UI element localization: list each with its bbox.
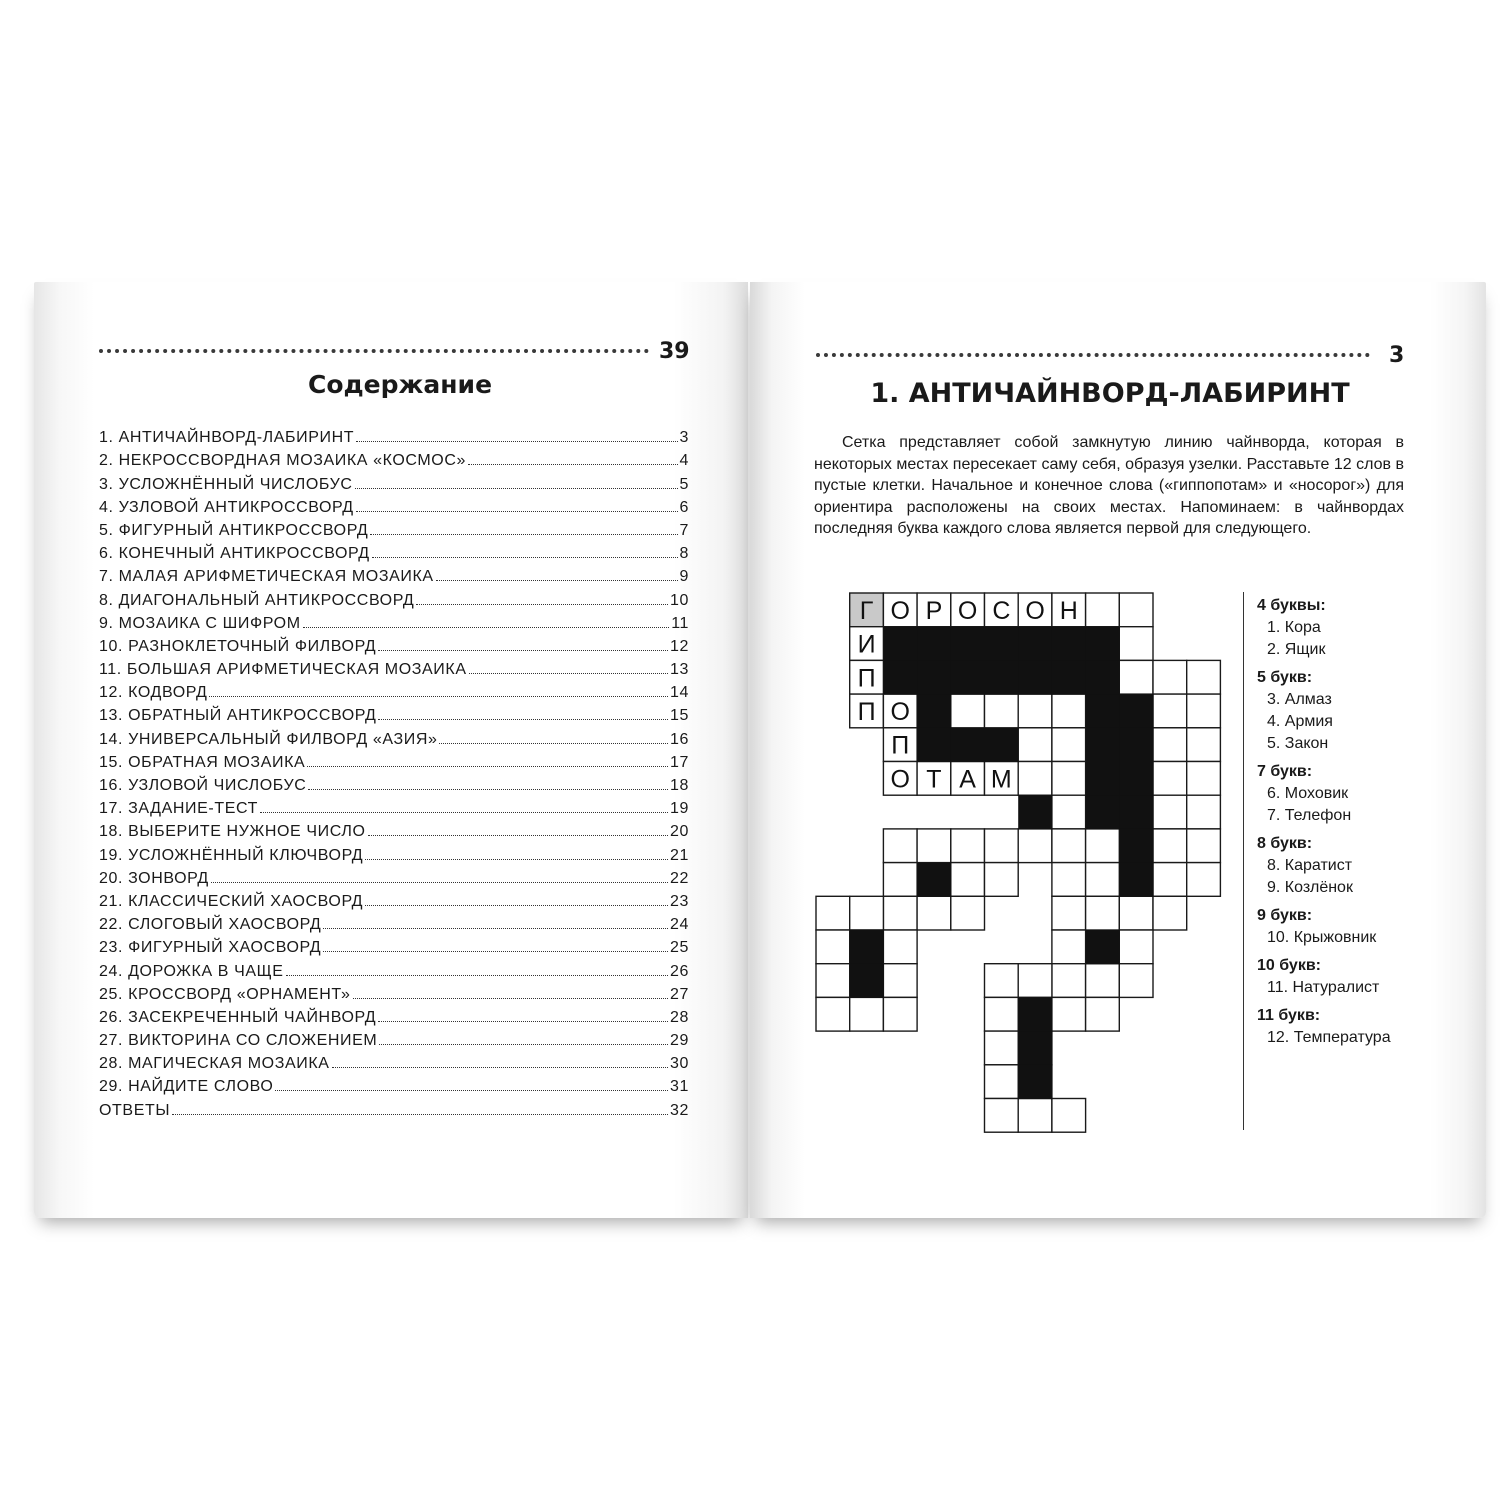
grid-cell [1018,762,1052,796]
grid-cell [1187,795,1221,829]
grid-cell [1153,829,1187,863]
grid-black-cell [1119,863,1153,897]
toc-label: 9. МОЗАИКА С ШИФРОМ [99,614,301,632]
grid-cell [1086,863,1120,897]
word-item: 5. Закон [1267,735,1329,752]
grid-black-cell [951,660,985,694]
grid-cell [1052,896,1086,930]
grid-letter: П [857,697,876,726]
grid-cell [1052,728,1086,762]
toc-page-number: 15 [670,707,689,725]
toc-label: 24. ДОРОЖКА В ЧАЩЕ [99,962,284,980]
grid-cell [985,1031,1019,1065]
word-group [1257,595,1457,661]
grid-black-cell [951,627,985,661]
grid-black-cell [985,627,1019,661]
word-group [1257,667,1457,755]
grid-black-cell [1086,795,1120,829]
grid-cell [883,829,917,863]
grid-cell [1018,728,1052,762]
puzzle-title: 1. АНТИЧАЙНВОРД-ЛАБИРИНТ [870,378,1350,409]
grid-cell [985,997,1019,1031]
grid-cell [951,694,985,728]
toc-label: 18. ВЫБЕРИТЕ НУЖНОЕ ЧИСЛО [99,823,366,841]
toc-page-number: 16 [670,730,689,748]
grid-black-cell [883,660,917,694]
grid-cell [1187,829,1221,863]
toc-page-number: 5 [679,475,689,493]
grid-cell [1052,1099,1086,1133]
grid-cell [1086,896,1120,930]
grid-cell [850,896,884,930]
grid-cell [816,997,850,1031]
grid-letter: И [857,630,876,659]
grid-cell [883,997,917,1031]
grid-black-cell [1052,627,1086,661]
grid-cell [985,829,1019,863]
grid-cell [1119,627,1153,661]
toc-label: 5. ФИГУРНЫЙ АНТИКРОССВОРД [99,521,369,539]
grid-black-cell [917,660,951,694]
toc-label: 21. КЛАССИЧЕСКИЙ ХАОСВОРД [99,892,364,910]
toc-label: 26. ЗАСЕКРЕЧЕННЫЙ ЧАЙНВОРД [99,1008,377,1026]
toc-page-number: 7 [679,521,689,539]
word-item: 10. Крыжовник [1267,929,1377,946]
grid-letter: О [1025,596,1045,625]
grid-black-cell [1086,694,1120,728]
word-group-heading: 5 букв: [1257,669,1313,686]
grid-cell [1052,829,1086,863]
grid-letter: О [890,697,910,726]
word-group [1257,905,1457,949]
grid-cell [1119,896,1153,930]
word-list-divider [1243,592,1244,1130]
toc-label: 1. АНТИЧАЙНВОРД-ЛАБИРИНТ [99,429,355,447]
word-group [1257,761,1457,827]
grid-cell [1187,660,1221,694]
grid-cell [1086,593,1120,627]
toc-label: 6. КОНЕЧНЫЙ АНТИКРОССВОРД [99,545,370,563]
word-group-heading: 4 буквы: [1257,597,1326,614]
word-item: 2. Ящик [1267,641,1326,658]
grid-cell [1119,964,1153,998]
grid-letter: П [857,664,876,693]
grid-black-cell [917,728,951,762]
toc-page-number: 31 [670,1078,689,1096]
grid-cell [951,863,985,897]
word-item: 3. Алмаз [1267,691,1332,708]
grid-black-cell [1086,728,1120,762]
grid-letter: П [891,731,910,760]
grid-black-cell [1018,1031,1052,1065]
toc-label: 28. МАГИЧЕСКАЯ МОЗАИКА [99,1055,330,1073]
grid-black-cell [850,964,884,998]
toc-label: 8. ДИАГОНАЛЬНЫЙ АНТИКРОССВОРД [99,591,415,609]
word-group-heading: 8 букв: [1257,835,1313,852]
toc-page-number: 22 [670,869,689,887]
toc-label: 2. НЕКРОССВОРДНАЯ МОЗАИКА «КОСМОС» [99,452,466,470]
grid-letter: А [959,765,976,794]
grid-black-cell [1052,660,1086,694]
toc-label: 3. УСЛОЖНЁННЫЙ ЧИСЛОБУС [99,475,353,493]
toc-label: 14. УНИВЕРСАЛЬНЫЙ ФИЛВОРД «АЗИЯ» [99,730,438,748]
toc-label: 11. БОЛЬШАЯ АРИФМЕТИЧЕСКАЯ МОЗАИКА [99,661,467,679]
grid-cell [1018,1099,1052,1133]
grid-cell [883,863,917,897]
grid-letter: О [957,596,978,625]
toc-page-number: 11 [671,614,689,632]
toc-label: 16. УЗЛОВОЙ ЧИСЛОБУС [99,777,307,794]
toc-page-number: 25 [670,939,689,957]
grid-cell [985,694,1019,728]
grid-cell [1187,863,1221,897]
grid-black-cell [883,627,917,661]
grid-cell [1119,660,1153,694]
toc-page-number: 32 [670,1101,689,1119]
grid-cell [1052,930,1086,964]
toc-page-number: 10 [670,591,689,609]
grid-cell [951,829,985,863]
grid-cell [1187,694,1221,728]
grid-black-cell [1119,694,1153,728]
grid-cell [1018,694,1052,728]
grid-black-cell [1086,627,1120,661]
grid-black-cell [951,728,985,762]
toc-page-number: 26 [670,962,689,980]
toc-page-number: 14 [670,684,689,702]
word-group [1257,833,1457,899]
grid-letter: О [890,596,910,625]
word-item: 9. Козлёнок [1267,879,1353,896]
grid-cell [1018,964,1052,998]
grid-cell [1052,694,1086,728]
grid-cell [1052,964,1086,998]
toc-page-number: 17 [670,753,689,771]
word-item: 7. Телефон [1267,807,1352,824]
toc-page-number: 13 [670,661,689,679]
grid-cell [1086,964,1120,998]
toc-label: 12. КОДВОРД [99,684,208,702]
toc-page-number: 20 [670,823,689,841]
toc-page-number: 29 [670,1032,689,1050]
grid-cell [985,1065,1019,1099]
grid-cell [1187,728,1221,762]
grid-cell [816,896,850,930]
toc-label: 19. УСЛОЖНЁННЫЙ КЛЮЧВОРД [99,846,364,864]
toc-label: 27. ВИКТОРИНА СО СЛОЖЕНИЕМ [99,1032,378,1050]
grid-letter: С [992,596,1011,625]
toc-label: 7. МАЛАЯ АРИФМЕТИЧЕСКАЯ МОЗАИКА [99,568,434,586]
toc-page-number: 3 [679,429,689,447]
toc-label: 15. ОБРАТНАЯ МОЗАИКА [99,753,306,771]
toc-page-number: 27 [670,985,689,1003]
word-group [1257,955,1457,999]
grid-cell [1018,829,1052,863]
grid-black-cell [1086,762,1120,796]
grid-cell [1187,762,1221,796]
toc-title: Содержание [307,370,493,399]
grid-cell [985,964,1019,998]
grid-letter: М [990,765,1012,794]
right-page-number: 3 [1389,343,1405,368]
toc-page-number: 28 [670,1008,689,1026]
grid-black-cell [1086,660,1120,694]
grid-cell [1153,728,1187,762]
grid-cell [1153,694,1187,728]
toc-label: 13. ОБРАТНЫЙ АНТИКРОССВОРД [99,707,377,725]
toc-page-number: 4 [679,452,689,470]
grid-black-cell [985,660,1019,694]
grid-cell [917,829,951,863]
toc-label: 4. УЗЛОВОЙ АНТИКРОССВОРД [99,498,354,516]
toc-page-number: 6 [679,498,689,516]
grid-cell [1086,829,1120,863]
grid-letter: О [890,765,910,794]
grid-black-cell [1018,1065,1052,1099]
grid-cell [1119,930,1153,964]
toc-page-number: 30 [670,1055,689,1073]
grid-cell [883,930,917,964]
grid-black-cell [850,930,884,964]
toc-page-number: 12 [670,637,689,655]
toc-page-number: 18 [670,777,689,794]
grid-black-cell [1018,997,1052,1031]
grid-cell [1052,795,1086,829]
grid-cell [985,1099,1019,1133]
toc-label: 22. СЛОГОВЫЙ ХАОСВОРД [99,916,322,934]
puzzle-instructions: Сетка представляет собой замкнутую линию чайнворда, которая в некоторых местах пересекает саму себя, образуя узелки. Расставьте 12 слов в пустые клетки. Начальное и конечное слова («гиппопотам» и «носорог») для ориентира расположены на своих местах. Напоминаем: в чайнвордах последняя буква каждого слова является первой для следующего. [814,434,1404,537]
grid-cell [1119,593,1153,627]
toc-page-number: 21 [670,846,689,864]
toc-page-number: 24 [670,916,689,934]
toc-label: ОТВЕТЫ [99,1101,171,1119]
grid-black-cell [917,694,951,728]
grid-black-cell [1119,795,1153,829]
grid-black-cell [1086,930,1120,964]
word-list [1257,595,1457,1055]
grid-black-cell [1018,660,1052,694]
word-group [1257,1005,1457,1049]
word-item: 11. Натуралист [1267,979,1380,996]
grid-cell [1153,863,1187,897]
grid-black-cell [917,627,951,661]
grid-black-cell [917,863,951,897]
toc-label: 23. ФИГУРНЫЙ ХАОСВОРД [99,939,322,957]
word-group-heading: 7 букв: [1257,763,1313,780]
grid-black-cell [985,728,1019,762]
grid-cell [951,896,985,930]
grid-black-cell [1018,627,1052,661]
toc-page-number: 8 [679,545,689,563]
grid-cell [1153,795,1187,829]
word-item: 4. Армия [1267,713,1333,730]
toc-label: 17. ЗАДАНИЕ-ТЕСТ [99,800,258,818]
grid-cell [1052,997,1086,1031]
toc-page-number: 19 [670,800,689,818]
word-item: 8. Каратист [1267,857,1353,874]
grid-letter: Г [859,596,874,625]
grid-letter: Т [926,765,942,794]
grid-cell [985,863,1019,897]
grid-cell [917,896,951,930]
word-group-heading: 10 букв: [1257,957,1321,974]
word-item: 1. Кора [1267,619,1321,636]
grid-cell [1153,762,1187,796]
toc-label: 10. РАЗНОКЛЕТОЧНЫЙ ФИЛВОРД [99,637,377,655]
left-page-number: 39 [659,339,690,364]
grid-black-cell [1119,829,1153,863]
word-item: 12. Температура [1267,1029,1391,1046]
toc-page-number: 23 [670,892,689,910]
grid-cell [1153,896,1187,930]
grid-cell [1153,660,1187,694]
grid-letter: Р [925,596,943,625]
grid-cell [1052,863,1086,897]
toc-label: 25. КРОССВОРД «ОРНАМЕНТ» [99,985,351,1003]
word-item: 6. Моховик [1267,785,1349,802]
grid-black-cell [1018,795,1052,829]
grid-cell [883,964,917,998]
grid-cell [816,930,850,964]
grid-cell [816,964,850,998]
grid-black-cell [1119,762,1153,796]
grid-cell [883,896,917,930]
word-group-heading: 11 букв: [1257,1007,1321,1024]
toc-label: 29. НАЙДИТЕ СЛОВО [99,1078,274,1096]
toc-page-number: 9 [679,568,689,586]
grid-cell [850,997,884,1031]
grid-cell [1052,762,1086,796]
word-group-heading: 9 букв: [1257,907,1313,924]
grid-letter: Н [1059,596,1078,625]
grid-black-cell [1119,728,1153,762]
grid-cell [1086,997,1120,1031]
toc-label: 20. ЗОНВОРД [99,869,209,887]
